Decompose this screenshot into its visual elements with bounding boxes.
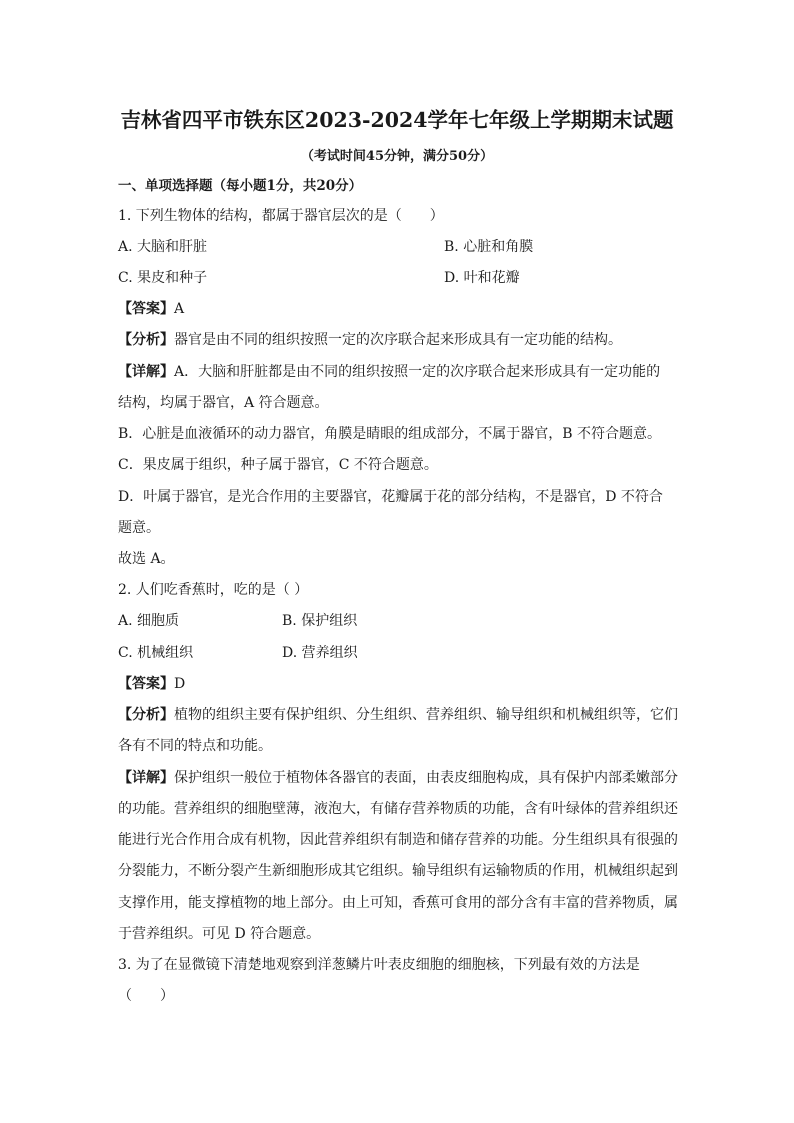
q2-option-b: B. 保护组织 <box>282 613 358 629</box>
q1-detail-line <box>118 362 660 382</box>
analysis-text: 植物的组织主要有保护组织、分生组织、营养组织、输导组织和机械组织等，它们 <box>174 707 678 723</box>
q2-analysis-line: 各有不同的特点和功能。 <box>118 738 272 754</box>
answer-tag: 【答案】 <box>118 676 174 692</box>
detail-text: A．大脑和肝脏都是由不同的组织按照一定的次序联合起来形成具有一定功能的 <box>174 364 661 380</box>
q1-detail-line: C．果皮属于组织，种子属于器官，C 不符合题意。 <box>118 457 438 473</box>
q2-detail-line: 能进行光合作用合成有机物，因此营养组织有制造和储存营养的功能。分生组织具有很强的 <box>118 832 678 848</box>
q2-answer <box>118 674 185 694</box>
detail-tag: 【详解】 <box>118 364 174 380</box>
q2-detail-line: 分裂能力，不断分裂产生新细胞形成其它组织。输导组织有运输物质的作用，机械组织起到 <box>118 863 678 879</box>
analysis-tag: 【分析】 <box>118 707 174 723</box>
q1-analysis <box>118 330 622 350</box>
q1-option-b: B. 心脏和角膜 <box>444 239 534 255</box>
q2-analysis <box>118 705 678 725</box>
q1-detail-line: D．叶属于器官，是光合作用的主要器官，花瓣属于花的部分结构，不是器官，D 不符合 <box>118 489 663 505</box>
answer-value: A <box>174 301 185 317</box>
q2-option-a: A. 细胞质 <box>118 613 180 629</box>
q1-detail-line: 结构，均属于器官，A 符合题意。 <box>118 395 329 411</box>
detail-text: 保护组织一般位于植物体各器官的表面，由表皮细胞构成，具有保护内部柔嫩部分 <box>174 770 678 786</box>
q3-stem-line: （ ） <box>118 988 174 1004</box>
q2-option-c: C. 机械组织 <box>118 645 194 661</box>
q2-detail-line: 的功能。营养组织的细胞壁薄，液泡大，有储存营养物质的功能，含有叶绿体的营养组织还 <box>118 801 678 817</box>
q1-option-a: A. 大脑和肝脏 <box>118 239 208 255</box>
q2-stem: 2. 人们吃香蕉时，吃的是（ ） <box>118 582 309 598</box>
q2-detail-line: 支撑作用，能支撑植物的地上部分。由上可知，香蕉可食用的部分含有丰富的营养物质，属 <box>118 895 678 911</box>
answer-tag: 【答案】 <box>118 301 174 317</box>
analysis-text: 器官是由不同的组织按照一定的次序联合起来形成具有一定功能的结构。 <box>174 332 622 348</box>
q2-detail-line <box>118 768 678 788</box>
q2-detail-line: 于营养组织。可见 D 符合题意。 <box>118 926 321 942</box>
q1-stem: 1. 下列生物体的结构，都属于器官层次的是（ ） <box>118 208 444 224</box>
q3-stem: 3. 为了在显微镜下清楚地观察到洋葱鳞片叶表皮细胞的细胞核，下列最有效的方法是 <box>118 957 640 973</box>
q1-answer <box>118 299 184 319</box>
section-heading: 一、单项选择题（每小题1分，共20分） <box>118 178 363 194</box>
q1-detail-line: B．心脏是血液循环的动力器官，角膜是睛眼的组成部分，不属于器官，B 不符合题意。 <box>118 426 662 442</box>
analysis-tag: 【分析】 <box>118 332 174 348</box>
page-subtitle: （考试时间45分钟，满分50分） <box>300 149 494 164</box>
q1-option-d: D. 叶和花瓣 <box>444 270 520 286</box>
q1-conclusion: 故选 A。 <box>118 551 175 567</box>
page-title: 吉林省四平市铁东区2023-2024学年七年级上学期期末试题 <box>120 108 674 132</box>
detail-tag: 【详解】 <box>118 770 174 786</box>
q1-option-c: C. 果皮和种子 <box>118 270 208 286</box>
answer-value: D <box>174 676 186 692</box>
q2-option-d: D. 营养组织 <box>282 645 358 661</box>
q1-detail-line: 题意。 <box>118 520 160 536</box>
